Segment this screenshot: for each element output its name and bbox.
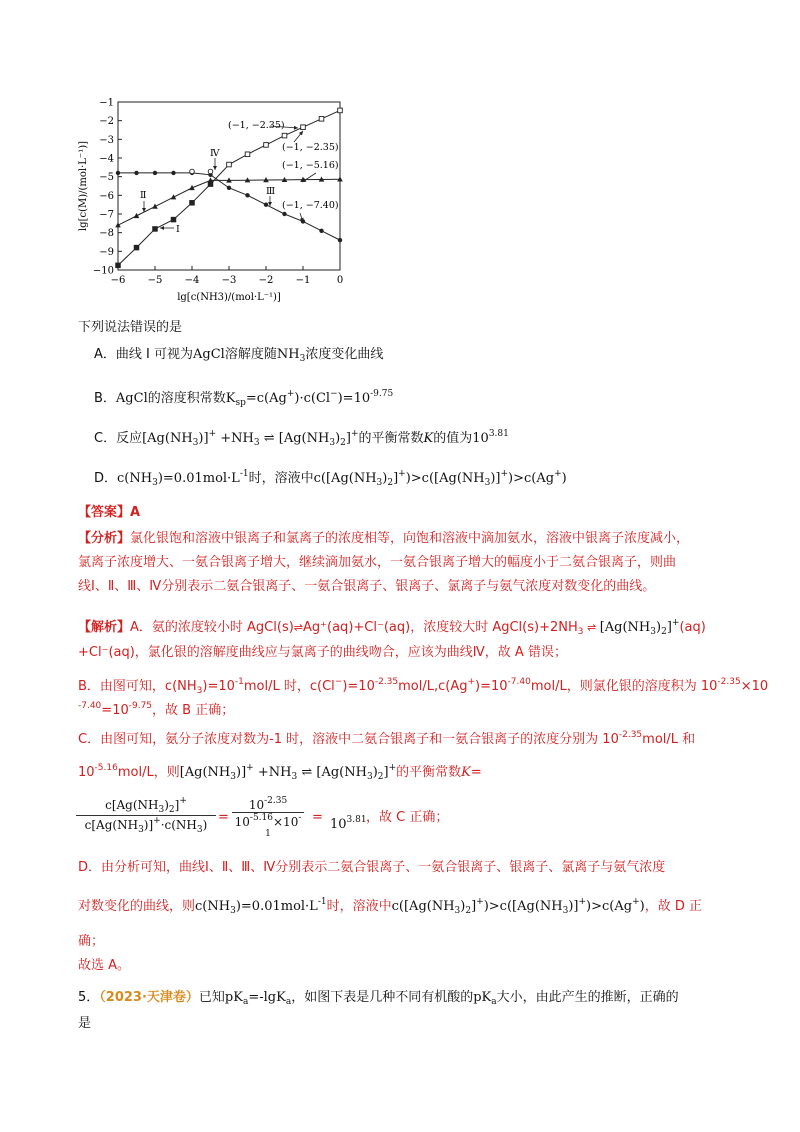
data-point-I bbox=[338, 108, 343, 113]
annotation-label-2: (−1, −2.35) bbox=[282, 142, 339, 153]
explanation-c-end: ，故 C 正确； bbox=[366, 810, 449, 825]
data-point-III bbox=[319, 229, 323, 233]
k-result: $10^{3.81}$ bbox=[330, 815, 367, 832]
data-point-III bbox=[134, 171, 138, 175]
option-c: C．反应$[Ag(NH_3)]^+ +NH_3$ ⇌ $[Ag(NH_3)_2]^+$的平衡常数K的值为$10^{3.81}$ bbox=[94, 429, 509, 448]
y-tick-label: −3 bbox=[99, 134, 114, 146]
question-stem: 下列说法错误的是 bbox=[78, 320, 183, 335]
option-d: D．$c(NH_3)=0.01mol\cdot L^{-1}$时，溶液中$c([Ag(NH_3)_2]^+)>c([Ag(NH_3)]^+)>c(Ag^+)$ bbox=[94, 469, 567, 488]
data-point-IV bbox=[208, 169, 213, 174]
data-point-I bbox=[134, 245, 139, 250]
explanation-final: 故选 A。 bbox=[78, 958, 131, 973]
annotation-roman-1: Ⅰ bbox=[176, 224, 180, 235]
data-point-IV bbox=[190, 169, 195, 174]
annotation-roman-2: Ⅱ bbox=[140, 190, 147, 201]
data-point-III bbox=[116, 171, 120, 175]
data-point-I bbox=[264, 143, 269, 148]
data-point-I bbox=[190, 201, 195, 206]
data-point-I bbox=[153, 227, 158, 232]
analysis-line-3: 线Ⅰ、Ⅱ、Ⅲ、Ⅳ分别表示二氨合银离子、一氨合银离子、银离子、氯离子与氨气浓度对数变化的曲线。 bbox=[78, 579, 656, 594]
data-point-I bbox=[116, 263, 121, 268]
x-tick-label: −1 bbox=[295, 275, 311, 286]
y-tick-label: −8 bbox=[99, 228, 114, 240]
data-point-III bbox=[227, 186, 231, 190]
annotation-label-4: (−1, −7.40) bbox=[282, 200, 339, 211]
data-point-III bbox=[282, 212, 286, 216]
data-point-II bbox=[134, 213, 140, 218]
eq-sign-1: = bbox=[218, 810, 229, 825]
x-tick-label: −4 bbox=[184, 275, 200, 286]
explanation-a-1: 【解析】A．氨的浓度较小时 AgCl(s)⇌Ag⁺(aq)+Cl⁻(aq)，浓度较大时 $AgCl(s)+2NH_3$ ⇌ $[Ag(NH_3)_2]^+(aq)$ bbox=[78, 618, 706, 637]
annotation-label-3: (−1, −5.16) bbox=[282, 160, 339, 171]
annotation-label-1: (−1, −2.35) bbox=[228, 120, 285, 131]
answer: 【答案】A bbox=[78, 505, 141, 520]
explanation-a-2: +Cl⁻(aq)，氯化银的溶解度曲线应与氯离子的曲线吻合，应该为曲线Ⅳ，故 A 错误； bbox=[78, 645, 567, 660]
y-tick-label: −6 bbox=[99, 190, 114, 202]
data-point-I bbox=[282, 133, 287, 138]
data-point-III bbox=[245, 193, 249, 197]
solubility-chart bbox=[70, 88, 360, 310]
y-tick-label: −1 bbox=[99, 97, 114, 109]
y-tick-label: −7 bbox=[99, 209, 114, 221]
x-axis-label: lg[c(NH3)/(mol·L⁻¹)] bbox=[177, 292, 281, 303]
question-5-line-2: 是 bbox=[78, 1016, 92, 1031]
annotation-roman-3: Ⅲ bbox=[266, 186, 276, 197]
y-tick-label: −2 bbox=[99, 116, 114, 128]
data-point-I bbox=[227, 162, 232, 167]
x-tick-label: −6 bbox=[110, 275, 126, 286]
annotation-roman-4: Ⅳ bbox=[210, 148, 220, 159]
explanation-d-3: 确； bbox=[78, 934, 105, 949]
data-point-II bbox=[171, 194, 177, 199]
explanation-b-2: $^{-7.40}=10^{-9.75}$，故 B 正确； bbox=[78, 701, 235, 718]
data-point-I bbox=[301, 125, 306, 130]
data-point-I bbox=[245, 152, 250, 157]
y-axis-label: lg[c(M)/(mol·L⁻¹)] bbox=[78, 140, 89, 232]
analysis-line-1: 【分析】氯化银饱和溶液中银离子和氯离子的浓度相等，向饱和溶液中滴加氨水，溶液中银离子浓度减小， bbox=[78, 531, 690, 546]
explanation-d-1: D．由分析可知，曲线Ⅰ、Ⅱ、Ⅲ、Ⅳ分别表示二氨合银离子、一氨合银离子、银离子、氯离子与氨气浓度 bbox=[78, 860, 666, 875]
fraction-values: $\frac{10^{-2.35}}{10^{-5.16}\times 10^{-1}}$ bbox=[232, 796, 304, 845]
data-point-III bbox=[264, 202, 268, 206]
explanation-b-1: B．由图可知，$c(NH_3)=10^{-1}mol/L$ 时，$c(Cl^-)=10^{-2.35}mol/L,c(Ag^+)=10^{-7.40}mol/L$，则氯化银的溶度积为 $10^{-2.35}\times 10$ bbox=[78, 677, 769, 696]
x-tick-label: −2 bbox=[258, 275, 274, 286]
x-tick-label: 0 bbox=[336, 275, 344, 286]
data-point-II bbox=[115, 222, 121, 227]
y-tick-label: −9 bbox=[99, 246, 114, 258]
eq-sign-2: = bbox=[312, 810, 323, 825]
data-point-III bbox=[153, 171, 157, 175]
x-tick-label: −3 bbox=[221, 275, 237, 286]
data-point-III bbox=[338, 238, 342, 242]
annotation-label-1-arrowhead bbox=[294, 126, 298, 130]
question-5-line-1: 5．（2023·天津卷）已知$pK_a=-\lg K_a$，如图下表是几种不同有机酸的$pK_a$大小，由此产生的推断，正确的 bbox=[78, 990, 679, 1007]
data-point-II bbox=[152, 204, 158, 209]
data-point-I bbox=[319, 117, 324, 122]
y-tick-label: −5 bbox=[99, 172, 114, 184]
option-b: B．AgCl的溶度积常数$K_{sp}=c(Ag^+)\cdot c(Cl^-)=10^{-9.75}$ bbox=[94, 389, 394, 408]
option-a: A．曲线 Ⅰ 可视为AgCl溶解度随$NH_3$浓度变化曲线 bbox=[94, 347, 384, 364]
x-tick-label: −5 bbox=[147, 275, 163, 286]
explanation-c-1: C．由图可知，氨分子浓度对数为-1 时，溶液中二氨合银离子和一氨合银离子的浓度分别为 $10^{-2.35}mol/L$ 和 bbox=[78, 730, 696, 747]
fraction-k: $\frac{c[Ag(NH_3)_2]^+}{c[Ag(NH_3)]^+\cdot c(NH_3)}$ bbox=[76, 796, 216, 835]
annotation-roman-4-arrowhead bbox=[213, 166, 217, 170]
y-tick-label: −10 bbox=[92, 265, 114, 277]
annotation-roman-3-arrowhead bbox=[268, 202, 272, 206]
explanation-d-2: 对数变化的曲线，则$c(NH_3)=0.01mol\cdot L^{-1}$时，溶液中$c([Ag(NH_3)_2]^+)>c([Ag(NH_3)]^+)>c(Ag^+)$，故 D 正 bbox=[78, 897, 702, 916]
y-tick-label: −4 bbox=[99, 153, 114, 165]
data-point-I bbox=[171, 217, 176, 222]
data-point-III bbox=[171, 171, 175, 175]
analysis-line-2: 氯离子浓度增大、一氨合银离子增大，继续滴加氨水，一氨合银离子增大的幅度小于二氨合银离子，则曲 bbox=[78, 555, 677, 570]
explanation-c-2: $10^{-5.16}mol/L$，则$[Ag(NH_3)]^+ +NH_3$ ⇌ $[Ag(NH_3)_2]^+$的平衡常数K= bbox=[78, 763, 482, 782]
